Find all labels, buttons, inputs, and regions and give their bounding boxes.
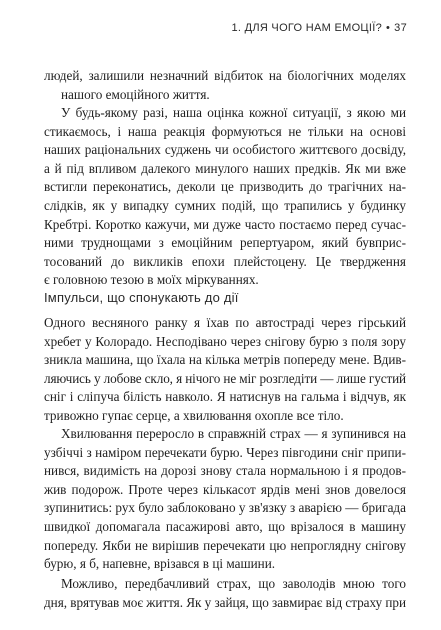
chapter-title: 1. ДЛЯ ЧОГО НАМ ЕМОЦІЇ? — [231, 22, 382, 34]
text-line: Кребтрі. Коротко кажучи, ми дуже часто постаємо перед сучас- — [44, 216, 406, 232]
text-line: сніг і сліпуча білість навколо. Я натиснув на гальма і відчув, як — [44, 389, 406, 405]
text-line: жив подорож. Проте через кількасот ярдів мені знов довелося — [44, 481, 406, 497]
text-line: попереду. Якби не вирішив перечекати цю непроглядну снігову — [44, 537, 406, 553]
text-line: є головною тезою в моїх міркуваннях. — [44, 272, 259, 288]
text-line: Можливо, передбачливий страх, що заволодів мною того — [61, 576, 406, 591]
header-bullet: • — [386, 22, 391, 34]
text-line: узбіччі з наміром перечекати бурю. Через півгодини сніг припи- — [44, 444, 406, 460]
text-line: Хвилювання переросло в справжній страх — я зупинився на — [61, 426, 406, 441]
paragraph-morning-drive — [44, 314, 406, 426]
running-header — [231, 22, 407, 34]
text-line: Одного весняного ранку я їхав по автостраді через гірський — [44, 315, 406, 330]
paragraph-main-thesis — [44, 104, 406, 290]
text-line: дня, врятував моє життя. Як у зайця, що завмирає від страху при — [44, 594, 407, 610]
text-line: бурю, я б, напевне, врізався в ці машини. — [44, 556, 276, 572]
paragraph-fear — [44, 425, 406, 574]
text-line: людей, залишили незначний відбиток на біологічних моделях — [44, 68, 406, 83]
text-line: нився, видимість на дорозі знову стала нормальною і я продов- — [44, 463, 406, 479]
text-line: нашого емоційного життя. — [61, 86, 210, 102]
text-line: хребет у Колорадо. Несподівано через снігову бурю з поля зору — [44, 333, 406, 349]
text-line: тривожно гупає серце, а хвилювання охопле все тіло. — [44, 407, 344, 423]
text-line: а й під впливом далекого минулого наших предків. Як ми вже — [44, 160, 406, 176]
text-line: наших раціональних суджень чи особистого життєвого досвіду, — [44, 142, 406, 158]
paragraph-continuation — [44, 67, 406, 104]
text-line: зупинитись: рух було заблоковано у зв'язку з аварією — бригада — [44, 500, 406, 516]
text-line: слідків, як у випадку сумних подій, що трапились у будинку — [44, 197, 406, 213]
text-line: тосований до викликів епохи плейстоцену. Це твердження — [44, 253, 406, 269]
section-subheading: Імпульси, що спонукають до дії — [44, 290, 239, 305]
text-line: швидкої допомагала пасажирові авто, що врізалося в машину — [44, 518, 406, 534]
page-number: 37 — [394, 22, 407, 34]
text-line: стикаємось, і наша реакція формуються не тільки на основі — [44, 123, 406, 139]
text-line: зникла машина, що їхала на кілька метрів попереду мене. Вдив- — [44, 352, 406, 368]
text-line: встигли переконатись, деколи це призводить до трагічних на- — [44, 179, 406, 195]
text-line: ними труднощами з емоційним репертуаром, який бувприс- — [44, 235, 406, 251]
text-line: У будь-якому разі, наша оцінка кожної ситуації, з якою ми — [61, 105, 406, 120]
paragraph-foresight — [44, 575, 406, 612]
text-line: ляючись у лобове скло, я нічого не міг розгледіти — лише густий — [44, 370, 406, 386]
